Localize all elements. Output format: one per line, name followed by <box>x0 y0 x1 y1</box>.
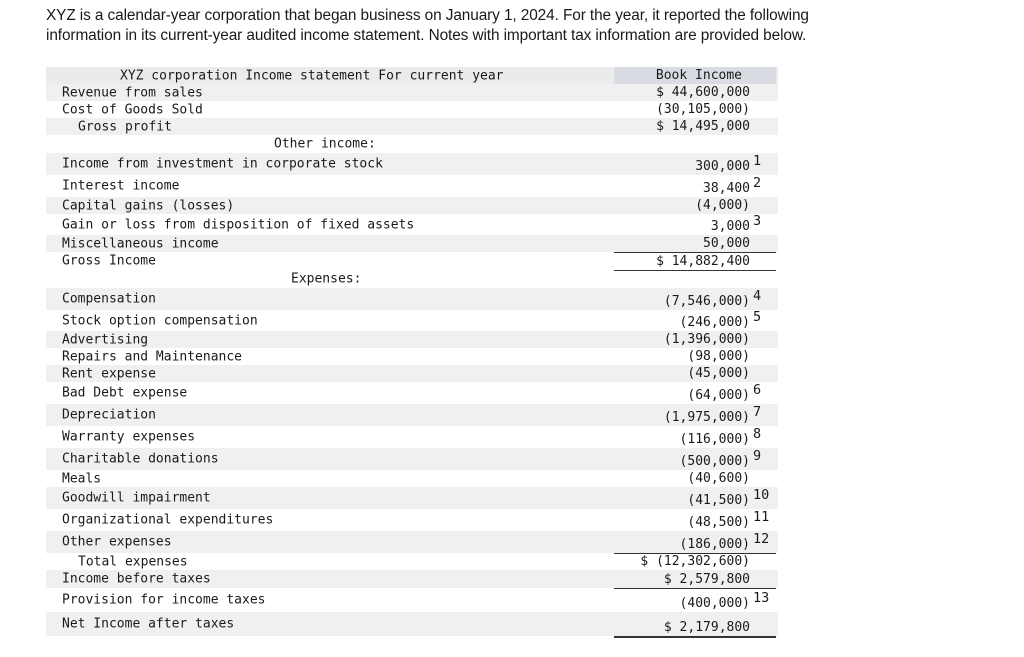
row-label: Cost of Goods Sold <box>62 102 203 117</box>
row-label: Organizational expenditures <box>62 512 274 528</box>
row-amount: (98,000) <box>687 349 750 364</box>
row-label: Interest income <box>62 178 180 194</box>
row-amount-cell <box>614 118 776 135</box>
intro-line-2: information in its current-year audited income statement. Notes with important tax information are provided below. <box>46 26 807 44</box>
footnote-marker: 8 <box>753 426 762 442</box>
row-amount-cell <box>614 175 776 197</box>
row-amount: (4,000) <box>695 198 750 213</box>
row-amount-cell <box>614 153 776 175</box>
row-amount: (186,000) <box>679 537 750 552</box>
footnote-marker: 13 <box>753 590 770 606</box>
row-amount-cell <box>614 448 776 470</box>
row-amount: (400,000) <box>679 596 750 611</box>
row-amount: (45,000) <box>687 366 750 381</box>
intro-line-1: XYZ is a calendar-year corporation that began business on January 1, 2024. For the year, it reported the following <box>46 7 809 24</box>
row-label: Warranty expenses <box>62 429 196 445</box>
row-investment-income <box>46 153 778 175</box>
footnote-marker: 3 <box>753 213 762 229</box>
footnote-marker: 6 <box>753 382 762 398</box>
book-income-header-cell <box>614 67 776 84</box>
row-interest-income <box>46 175 778 197</box>
row-amount-cell <box>614 101 776 119</box>
row-revenue <box>46 84 778 101</box>
row-amount: (116,000) <box>679 432 750 447</box>
row-amount-cell <box>614 531 776 554</box>
row-label: Gain or loss from disposition of fixed assets <box>62 217 415 232</box>
row-meals <box>46 470 778 487</box>
row-amount-cell <box>614 310 776 331</box>
row-amount: 50,000 <box>703 236 750 251</box>
row-capital-gains <box>46 197 778 214</box>
row-amount: 38,400 <box>703 181 750 196</box>
row-bad-debt-expense <box>46 382 778 404</box>
row-amount-cell <box>614 84 776 101</box>
footnote-marker: 7 <box>753 404 762 420</box>
row-rent-expense <box>46 365 778 382</box>
row-label: Charitable donations <box>62 451 219 467</box>
row-amount: $ (12,302,600) <box>640 554 750 569</box>
row-label: Other expenses <box>62 534 172 550</box>
row-amount-cell <box>614 252 776 271</box>
row-amount-cell <box>614 382 776 404</box>
problem-intro <box>46 6 946 45</box>
row-amount: (48,500) <box>687 515 750 530</box>
row-label: Stock option compensation <box>62 313 258 328</box>
row-label: Net Income after taxes <box>62 616 235 632</box>
row-organizational-expenditures <box>46 509 778 531</box>
footnote-marker: 12 <box>753 531 770 547</box>
row-label: Gross profit <box>78 119 172 134</box>
row-depreciation <box>46 404 778 426</box>
footnote-marker: 9 <box>753 448 762 464</box>
row-amount-cell <box>614 404 776 426</box>
row-label: Advertising <box>62 332 149 347</box>
row-label: Repairs and Maintenance <box>62 349 243 364</box>
row-amount: (64,000) <box>687 388 750 403</box>
section-heading: Other income: <box>274 136 376 152</box>
row-gross-income <box>46 252 778 270</box>
row-amount: (500,000) <box>679 454 750 469</box>
footnote-marker: 1 <box>753 153 762 169</box>
row-label: Depreciation <box>62 407 156 423</box>
row-income-before-taxes <box>46 570 778 588</box>
row-amount: $ 2,179,800 <box>663 620 750 635</box>
row-label: Goodwill impairment <box>62 490 211 506</box>
row-gross-profit <box>46 118 778 135</box>
footnote-marker: 10 <box>753 487 770 503</box>
row-amount-cell <box>614 588 776 613</box>
row-amount: $ 14,495,000 <box>656 119 750 134</box>
income-statement-table <box>46 67 778 637</box>
row-compensation <box>46 288 778 310</box>
row-amount-cell <box>614 365 776 382</box>
row-cost-of-goods-sold <box>46 101 778 118</box>
row-amount: $ 2,579,800 <box>663 572 750 587</box>
column-header-book-income: Book Income <box>655 68 742 83</box>
row-amount-cell <box>614 509 776 531</box>
row-label: Income before taxes <box>62 571 211 587</box>
row-amount-cell <box>614 487 776 509</box>
row-amount: $ 14,882,400 <box>656 254 750 269</box>
row-amount-cell <box>614 426 776 448</box>
row-amount: (1,396,000) <box>663 332 750 347</box>
row-amount-cell <box>614 348 776 365</box>
row-goodwill-impairment <box>46 487 778 509</box>
row-amount: 3,000 <box>710 219 750 234</box>
row-label: Gross Income <box>62 253 156 269</box>
row-other-income-heading <box>46 135 778 153</box>
row-label: Income from investment in corporate stock <box>62 156 383 172</box>
footnote-marker: 11 <box>753 509 770 525</box>
row-warranty-expenses <box>46 426 778 448</box>
row-amount-cell <box>614 197 776 214</box>
row-expenses-heading <box>46 270 778 288</box>
footnote-marker: 4 <box>753 288 762 304</box>
statement-header-row <box>46 67 778 84</box>
row-amount: (246,000) <box>679 315 750 330</box>
row-disposition-fixed-assets <box>46 214 778 235</box>
row-amount: (30,105,000) <box>656 102 750 117</box>
row-net-income <box>46 612 778 636</box>
row-amount-cell <box>614 214 776 235</box>
row-miscellaneous-income <box>46 235 778 252</box>
row-other-expenses <box>46 531 778 553</box>
row-provision-income-taxes <box>46 588 778 612</box>
row-amount: (41,500) <box>687 493 750 508</box>
row-advertising <box>46 331 778 348</box>
row-amount-cell <box>614 235 776 253</box>
row-amount: (1,975,000) <box>663 410 750 425</box>
footnote-marker: 2 <box>753 175 762 191</box>
row-label: Provision for income taxes <box>62 592 266 608</box>
row-label: Revenue from sales <box>62 85 203 100</box>
row-label: Total expenses <box>78 554 188 569</box>
row-label: Capital gains (losses) <box>62 198 235 213</box>
row-amount: (7,546,000) <box>663 294 750 309</box>
row-total-expenses <box>46 553 778 570</box>
row-label: Rent expense <box>62 366 156 381</box>
footnote-marker: 5 <box>753 309 762 325</box>
row-repairs-maintenance <box>46 348 778 365</box>
row-amount-cell <box>614 470 776 487</box>
statement-title: XYZ corporation Income statement For current year <box>120 68 504 83</box>
row-amount: $ 44,600,000 <box>656 85 750 100</box>
row-amount-cell <box>614 288 776 310</box>
row-amount: 300,000 <box>695 159 750 174</box>
row-stock-option-compensation <box>46 310 778 331</box>
row-charitable-donations <box>46 448 778 470</box>
row-amount-cell <box>606 553 776 571</box>
row-label: Meals <box>62 471 102 486</box>
row-label: Miscellaneous income <box>62 236 219 251</box>
row-amount: (40,600) <box>687 471 750 486</box>
row-label: Compensation <box>62 291 156 307</box>
row-label: Bad Debt expense <box>62 385 188 401</box>
row-amount-cell <box>614 331 776 348</box>
row-amount-cell <box>614 570 776 589</box>
row-amount-cell <box>614 612 776 638</box>
section-heading: Expenses: <box>291 271 362 287</box>
